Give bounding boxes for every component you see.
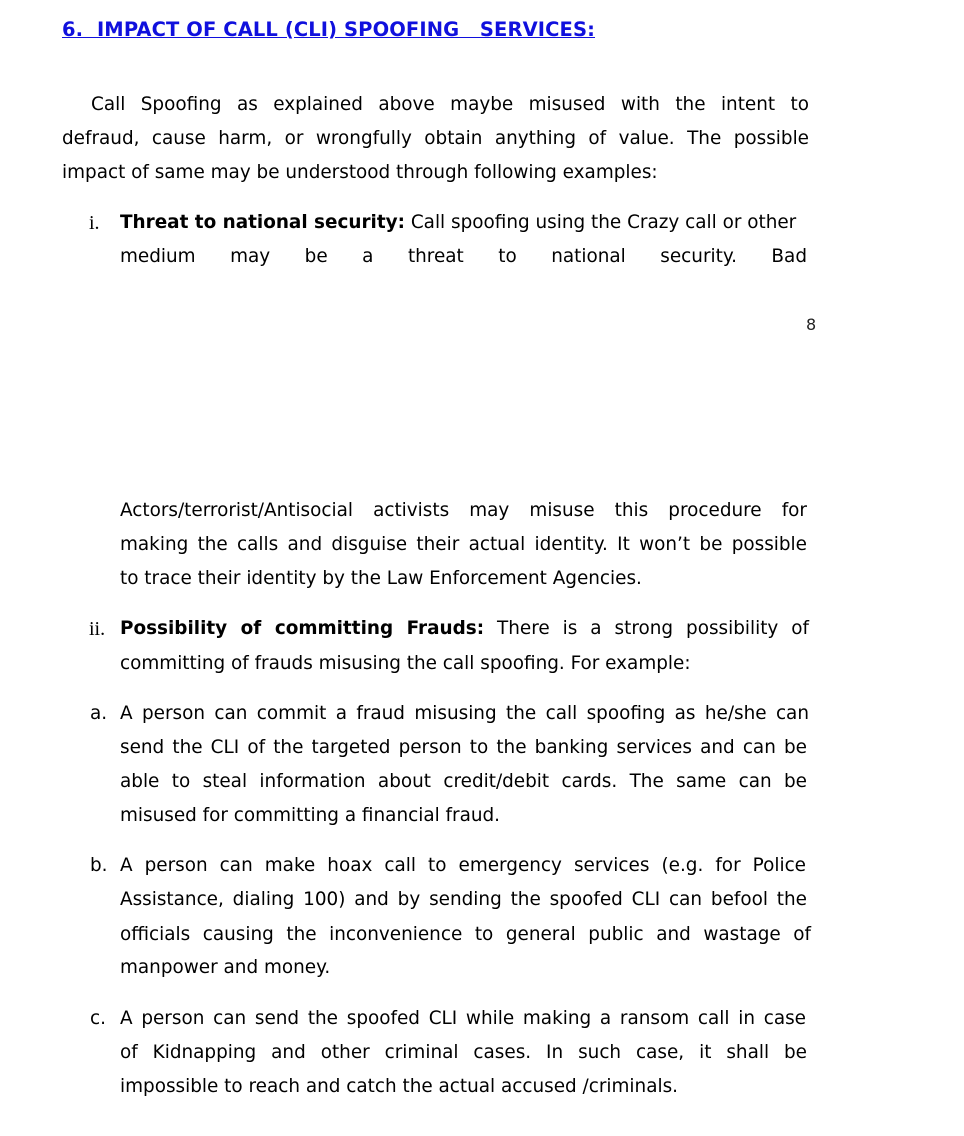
continued-line: to trace their identity by the Law Enforcement Agencies.	[120, 568, 642, 589]
list-marker: i.	[89, 212, 100, 234]
sub-item-line: manpower and money.	[120, 957, 331, 978]
sub-item-line: A person can send the spoofed CLI while making a ransom call in case	[120, 1008, 806, 1029]
continued-line: Actors/terrorist/Antisocial activists may misuse this procedure for	[120, 500, 807, 521]
sub-item-marker: a.	[90, 703, 108, 724]
list-item-line: medium may be a threat to national security. Bad	[120, 246, 807, 267]
list-item-first-line	[120, 618, 809, 640]
sub-item-line: able to steal information about credit/debit cards. The same can be	[120, 771, 807, 792]
section-heading: 6. IMPACT OF CALL (CLI) SPOOFING SERVICES:	[62, 18, 595, 41]
sub-item-line: officials causing the inconvenience to general public and wastage of	[120, 924, 811, 945]
page-number: 8	[806, 315, 817, 334]
list-item-text: There is a strong possibility of	[484, 618, 809, 639]
sub-item-marker: b.	[90, 855, 108, 876]
intro-line: Call Spoofing as explained above maybe misused with the intent to	[91, 94, 809, 115]
intro-line: defraud, cause harm, or wrongfully obtain anything of value. The possible	[62, 128, 809, 149]
continued-line: making the calls and disguise their actual identity. It won’t be possible	[120, 534, 807, 555]
sub-item-line: send the CLI of the targeted person to the banking services and can be	[120, 737, 807, 758]
sub-item-line: impossible to reach and catch the actual accused /criminals.	[120, 1076, 679, 1097]
list-item-first-line	[120, 212, 796, 234]
sub-item-line: A person can commit a fraud misusing the call spoofing as he/she can	[120, 703, 809, 724]
sub-item-line: A person can make hoax call to emergency services (e.g. for Police	[120, 855, 806, 876]
sub-item-line: misused for committing a financial fraud.	[120, 805, 501, 826]
list-marker: ii.	[89, 618, 106, 640]
list-item-title: Threat to national security:	[120, 212, 405, 233]
list-item-title: Possibility of committing Frauds:	[120, 618, 485, 639]
list-item-text: Call spoofing using the Crazy call or other	[404, 212, 797, 233]
intro-line: impact of same may be understood through following examples:	[62, 162, 658, 183]
list-item-line: committing of frauds misusing the call spoofing. For example:	[120, 653, 691, 674]
sub-item-line: of Kidnapping and other criminal cases. In such case, it shall be	[120, 1042, 807, 1063]
sub-item-marker: c.	[90, 1008, 106, 1029]
sub-item-line: Assistance, dialing 100) and by sending the spoofed CLI can befool the	[120, 889, 807, 910]
